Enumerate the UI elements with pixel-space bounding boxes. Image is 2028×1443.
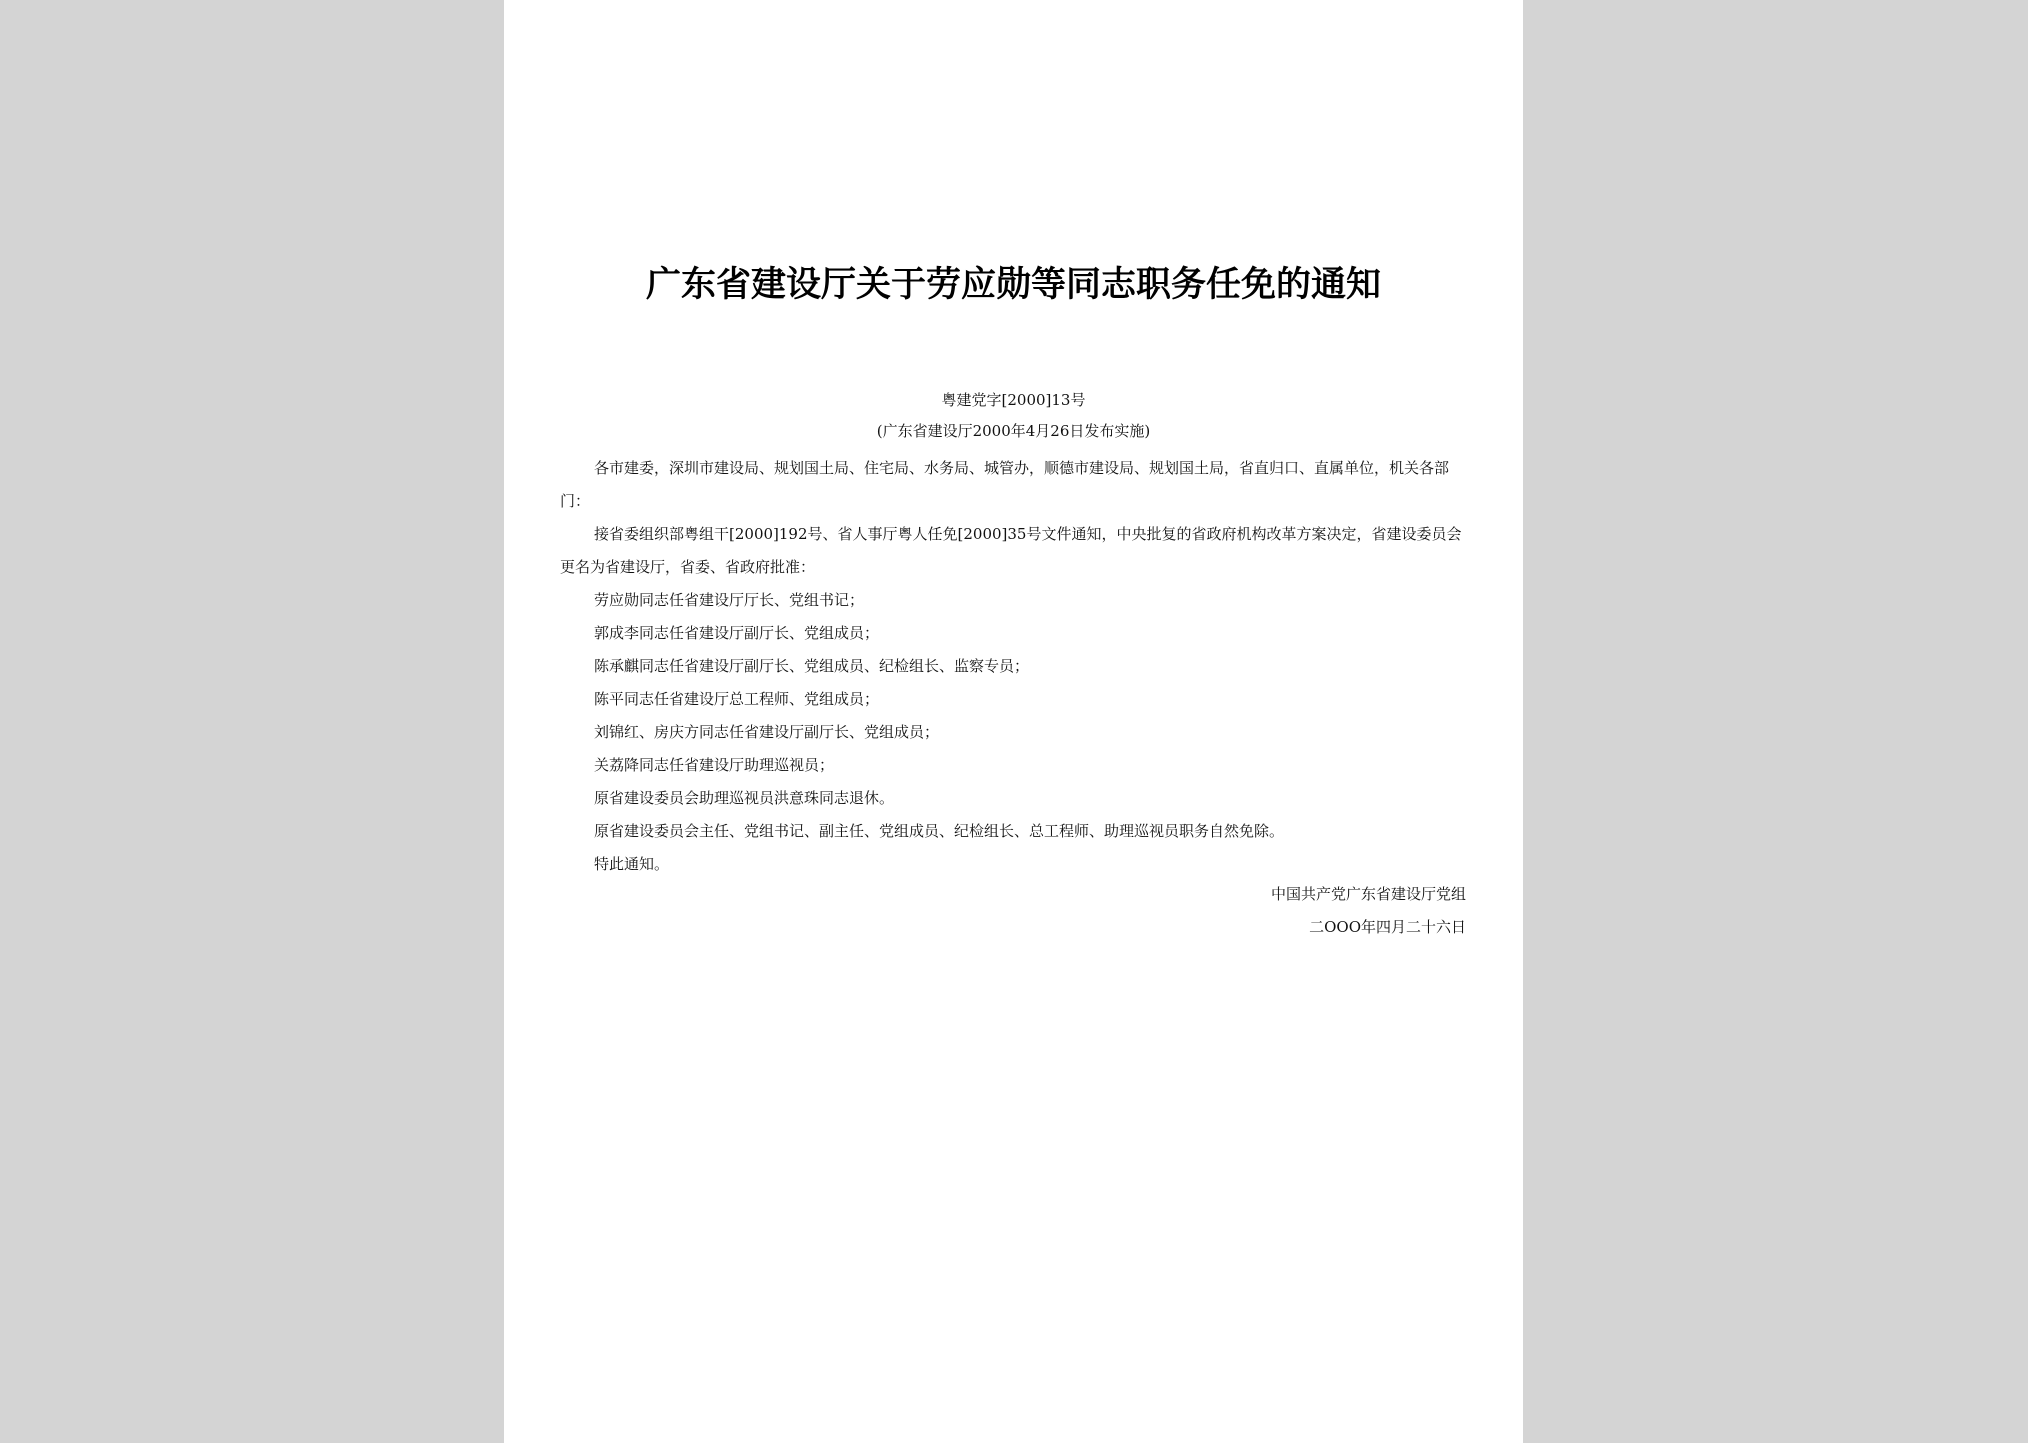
body-paragraph: 原省建设委员会助理巡视员洪意珠同志退休。	[594, 789, 895, 807]
document-body	[560, 452, 1472, 881]
signature-date: 二OOO年四月二十六日	[1309, 918, 1466, 936]
body-paragraph: 原省建设委员会主任、党组书记、副主任、党组成员、纪检组长、总工程师、助理巡视员职务自然免除。	[594, 822, 1285, 840]
body-paragraph: 郭成李同志任省建设厅副厅长、党组成员；	[594, 624, 880, 642]
body-paragraph: 特此通知。	[594, 855, 670, 873]
document-issue-note: (广东省建设厅2000年4月26日发布实施)	[876, 422, 1151, 440]
body-paragraph: 劳应勋同志任省建设厅厅长、党组书记；	[594, 591, 865, 609]
document-page	[504, 0, 1523, 1443]
document-number: 粤建党字[2000]13号	[941, 391, 1086, 409]
signature-issuer: 中国共产党广东省建设厅党组	[1270, 885, 1466, 903]
body-paragraph: 接省委组织部粤组干[2000]192号、省人事厅粤人任免[2000]35号文件通知，中央批复的省政府机构改革方案决定，省建设委员会更名为省建设厅，省委、省政府批准：	[560, 525, 1462, 576]
body-paragraph: 刘锦红、房庆方同志任省建设厅副厅长、党组成员；	[594, 723, 940, 741]
body-paragraph: 陈承麒同志任省建设厅副厅长、党组成员、纪检组长、监察专员；	[594, 657, 1030, 675]
document-title: 广东省建设厅关于劳应勋等同志职务任免的通知	[645, 264, 1381, 305]
signature-block	[1271, 878, 1466, 944]
body-paragraph: 陈平同志任省建设厅总工程师、党组成员；	[594, 690, 880, 708]
body-paragraph: 各市建委，深圳市建设局、规划国土局、住宅局、水务局、城管办，顺德市建设局、规划国土局，省直归口、直属单位，机关各部门：	[560, 459, 1450, 510]
body-paragraph: 关荔降同志任省建设厅助理巡视员；	[594, 756, 835, 774]
